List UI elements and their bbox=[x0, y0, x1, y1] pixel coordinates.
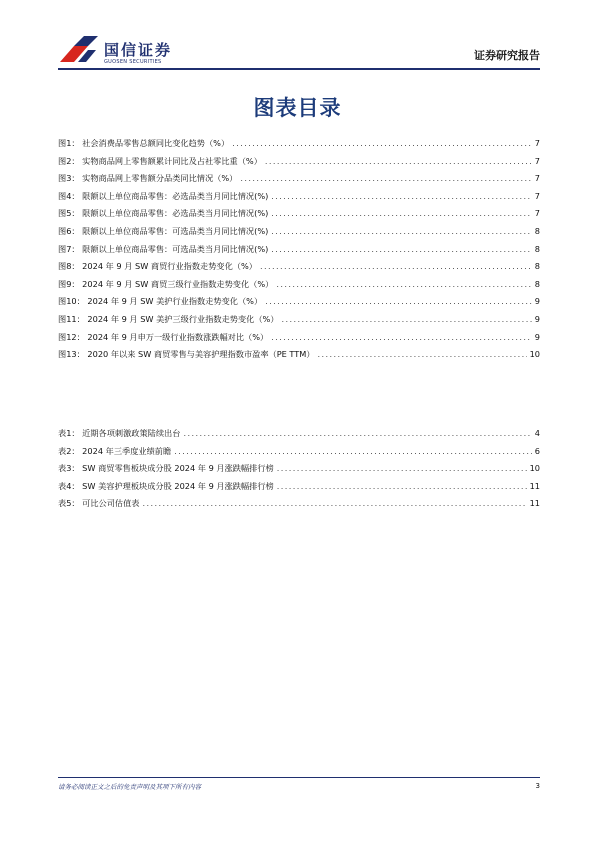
toc-entry-page: 9 bbox=[534, 296, 540, 307]
document-type: 证券研究报告 bbox=[474, 49, 540, 62]
leader-dots bbox=[271, 332, 532, 342]
toc-entry-page: 8 bbox=[534, 261, 540, 272]
table-list bbox=[58, 428, 540, 516]
toc-entry-figure-11[interactable] bbox=[58, 314, 540, 332]
toc-entry-figure-7[interactable] bbox=[58, 244, 540, 262]
toc-entry-label: 图11： 2024 年 9 月 SW 美护三级行业指数走势变化（%） bbox=[58, 313, 279, 324]
leader-dots bbox=[277, 463, 527, 473]
toc-entry-label: 图9： 2024 年 9 月 SW 商贸三级行业指数走势变化（%） bbox=[58, 278, 274, 289]
leader-dots bbox=[271, 191, 531, 201]
toc-entry-label: 图10： 2024 年 9 月 SW 美护行业指数走势变化（%） bbox=[58, 296, 263, 307]
guosen-logo bbox=[58, 34, 218, 68]
toc-entry-figure-5[interactable] bbox=[58, 208, 540, 226]
leader-dots bbox=[277, 481, 527, 491]
toc-entry-table-5[interactable] bbox=[58, 498, 540, 516]
toc-entry-page: 7 bbox=[534, 208, 540, 219]
leader-dots bbox=[271, 208, 531, 218]
toc-entry-label: 表3： SW 商贸零售板块成分股 2024 年 9 月涨跌幅排行榜 bbox=[58, 463, 274, 474]
toc-entry-figure-4[interactable] bbox=[58, 191, 540, 209]
toc-entry-figure-10[interactable] bbox=[58, 296, 540, 314]
toc-entry-label: 图7： 限额以上单位商品零售：可选品类当月同比情况(%) bbox=[58, 243, 269, 254]
toc-entry-label: 表1： 近期各项刺激政策陆续出台 bbox=[58, 428, 181, 438]
toc-entry-label: 图2： 实物商品网上零售额累计同比及占社零比重（%） bbox=[58, 155, 262, 166]
page-title: 图表目录 bbox=[253, 96, 342, 120]
footer-divider bbox=[58, 777, 540, 778]
toc-entry-page: 7 bbox=[534, 173, 540, 184]
leader-dots bbox=[271, 226, 531, 236]
toc-entry-label: 图5： 限额以上单位商品零售：必选品类当月同比情况(%) bbox=[58, 208, 269, 219]
toc-entry-figure-2[interactable] bbox=[58, 156, 540, 174]
leader-dots bbox=[282, 314, 532, 324]
footer-disclaimer: 请务必阅读正文之后的免责声明及其项下所有内容 bbox=[58, 783, 201, 791]
toc-entry-figure-12[interactable] bbox=[58, 332, 540, 350]
toc-entry-figure-8[interactable] bbox=[58, 261, 540, 279]
leader-dots bbox=[271, 244, 531, 254]
toc-entry-page: 8 bbox=[534, 278, 540, 289]
logo-chinese-name: 国信证券 bbox=[104, 41, 173, 59]
toc-entry-label: 图6： 限额以上单位商品零售：可选品类当月同比情况(%) bbox=[58, 225, 269, 236]
leader-dots bbox=[260, 261, 532, 271]
leader-dots bbox=[265, 156, 532, 166]
leader-dots bbox=[318, 349, 527, 359]
toc-entry-label: 图12： 2024 年 9 月申万一级行业指数涨跌幅对比（%） bbox=[58, 331, 269, 342]
toc-entry-page: 7 bbox=[534, 190, 540, 201]
leader-dots bbox=[276, 279, 531, 289]
leader-dots bbox=[143, 498, 527, 508]
toc-entry-label: 表4： SW 美容护理板块成分股 2024 年 9 月涨跌幅排行榜 bbox=[58, 480, 274, 491]
toc-entry-page: 6 bbox=[534, 445, 540, 456]
toc-entry-table-4[interactable] bbox=[58, 481, 540, 499]
toc-entry-label: 图4： 限额以上单位商品零售：必选品类当月同比情况(%) bbox=[58, 190, 269, 201]
toc-entry-figure-13[interactable] bbox=[58, 349, 540, 367]
toc-entry-table-3[interactable] bbox=[58, 463, 540, 481]
toc-entry-page: 7 bbox=[534, 138, 540, 148]
leader-dots bbox=[174, 446, 532, 456]
page-header bbox=[58, 34, 540, 68]
toc-entry-page: 8 bbox=[534, 225, 540, 236]
leader-dots bbox=[265, 296, 532, 306]
toc-entry-page: 9 bbox=[534, 313, 540, 324]
header-divider bbox=[58, 68, 540, 70]
toc-entry-table-2[interactable] bbox=[58, 446, 540, 464]
toc-entry-figure-3[interactable] bbox=[58, 173, 540, 191]
toc-entry-label: 图3： 实物商品网上零售额分品类同比情况（%） bbox=[58, 173, 238, 184]
toc-entry-table-1[interactable] bbox=[58, 428, 540, 446]
toc-entry-label: 表2： 2024 年三季度业绩前瞻 bbox=[58, 445, 172, 456]
toc-entry-label: 表5： 可比公司估值表 bbox=[58, 498, 140, 509]
leader-dots bbox=[232, 138, 532, 148]
toc-entry-page: 9 bbox=[534, 331, 540, 342]
toc-entry-page: 4 bbox=[534, 428, 540, 438]
toc-entry-label: 图1： 社会消费品零售总额同比变化趋势（%） bbox=[58, 138, 230, 148]
toc-entry-label: 图8： 2024 年 9 月 SW 商贸行业指数走势变化（%） bbox=[58, 261, 257, 272]
toc-entry-page: 10 bbox=[529, 463, 540, 474]
page-number: 3 bbox=[535, 782, 540, 790]
toc-entry-figure-1[interactable] bbox=[58, 138, 540, 156]
logo-english-name: GUOSEN SECURITIES bbox=[104, 59, 162, 65]
figure-list bbox=[58, 138, 540, 367]
toc-entry-page: 10 bbox=[529, 349, 540, 360]
leader-dots bbox=[240, 173, 531, 183]
toc-entry-label: 图13： 2020 年以来 SW 商贸零售与美容护理指数市盈率（PE TTM） bbox=[58, 349, 315, 360]
toc-entry-page: 7 bbox=[534, 155, 540, 166]
toc-entry-page: 11 bbox=[529, 480, 540, 491]
leader-dots bbox=[183, 428, 531, 438]
toc-entry-page: 8 bbox=[534, 243, 540, 254]
logo-mark-icon bbox=[58, 36, 100, 66]
toc-entry-figure-6[interactable] bbox=[58, 226, 540, 244]
toc-entry-page: 11 bbox=[529, 498, 540, 509]
toc-entry-figure-9[interactable] bbox=[58, 279, 540, 297]
